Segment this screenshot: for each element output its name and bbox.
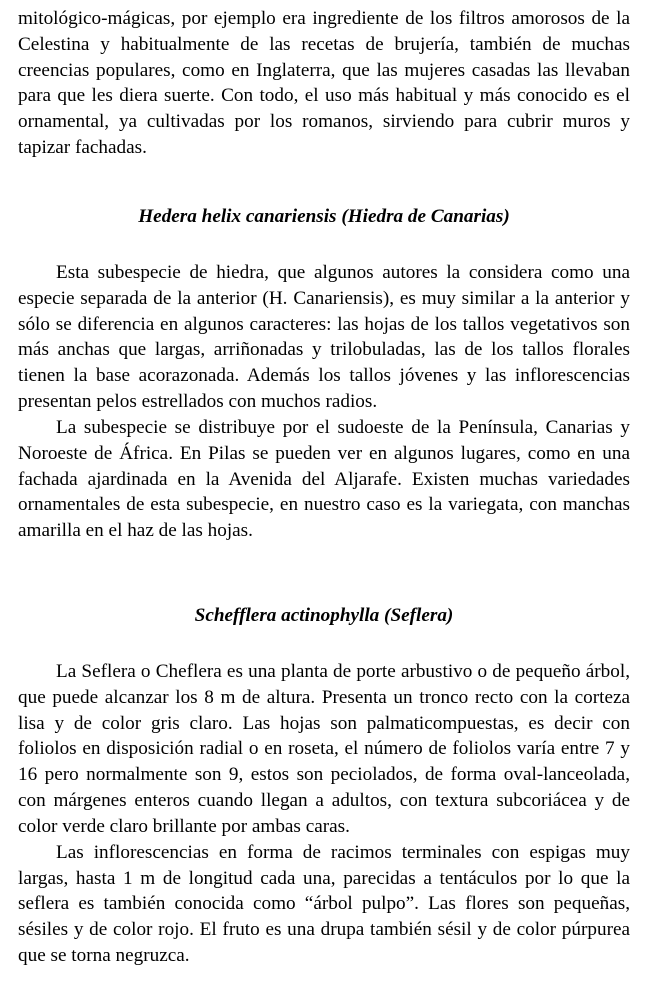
- heading-schefflera-actinophylla: Schefflera actinophylla (Seflera): [194, 605, 454, 627]
- spacer: [18, 629, 630, 659]
- paragraph-hedera-description: Esta subespecie de hiedra, que algunos autores la considera como una especie separada de la anterior (H. Canariensis), es muy similar a la anterior y sólo se diferencia en algunos caracteres: las hojas de los tallos vegetativos son más anchas que largas, arriñonadas y trilobuladas, las de los tallos florales tienen la base acorazonada. Además los tallos jóvenes y las inflorescencias presentan pelos estrellados con muchos radios.: [18, 261, 630, 413]
- spacer: [18, 544, 630, 604]
- spacer: [18, 230, 630, 260]
- paragraph-intro-continued: mitológico-mágicas, por ejemplo era ingrediente de los filtros amorosos de la Celestina y habitualmente de las recetas de brujería, también de muchas creencias populares, como en Inglaterra, que las mujeres casadas las llevaban para que les diera suerte. Con todo, el uso más habitual y más conocido es el ornamental, ya cultivadas por los romanos, sirviendo para cubrir muros y tapizar fachadas.: [18, 8, 630, 159]
- paragraph-schefflera-inflorescences: Las inflorescencias en forma de racimos terminales con espigas muy largas, hasta 1 m de longitud cada una, parecidas a tentáculos por lo que la seflera es también conocida como “árbol pulpo”. Las flores son pequeñas, sésiles y de color rojo. El fruto es una drupa también sésil y de color púrpurea que se torna negruzca.: [18, 841, 630, 967]
- spacer: [18, 161, 630, 205]
- heading-hedera-helix-canariensis: Hedera helix canariensis (Hiedra de Canarias): [138, 205, 510, 227]
- paragraph-schefflera-description: La Seflera o Cheflera es una planta de porte arbustivo o de pequeño árbol, que puede alcanzar los 8 m de altura. Presenta un tronco recto con la corteza lisa y de color gris claro. Las hojas son palmaticompuestas, es decir con foliolos en disposición radial o en roseta, el número de foliolos varía entre 7 y 16 pero normalmente son 9, estos son peciolados, de forma oval-lanceolada, con márgenes enteros cuando llegan a adultos, con textura subcoriácea y de color verde claro brillante por ambas caras.: [18, 660, 630, 837]
- paragraph-hedera-distribution: La subespecie se distribuye por el sudoeste de la Península, Canarias y Noroeste de África. En Pilas se pueden ver en algunos lugares, como en una fachada ajardinada en la Avenida del Aljarafe. Existen muchas variedades ornamentales de esta subespecie, en nuestro caso es la variegata, con manchas amarilla en el haz de las hojas.: [18, 416, 630, 542]
